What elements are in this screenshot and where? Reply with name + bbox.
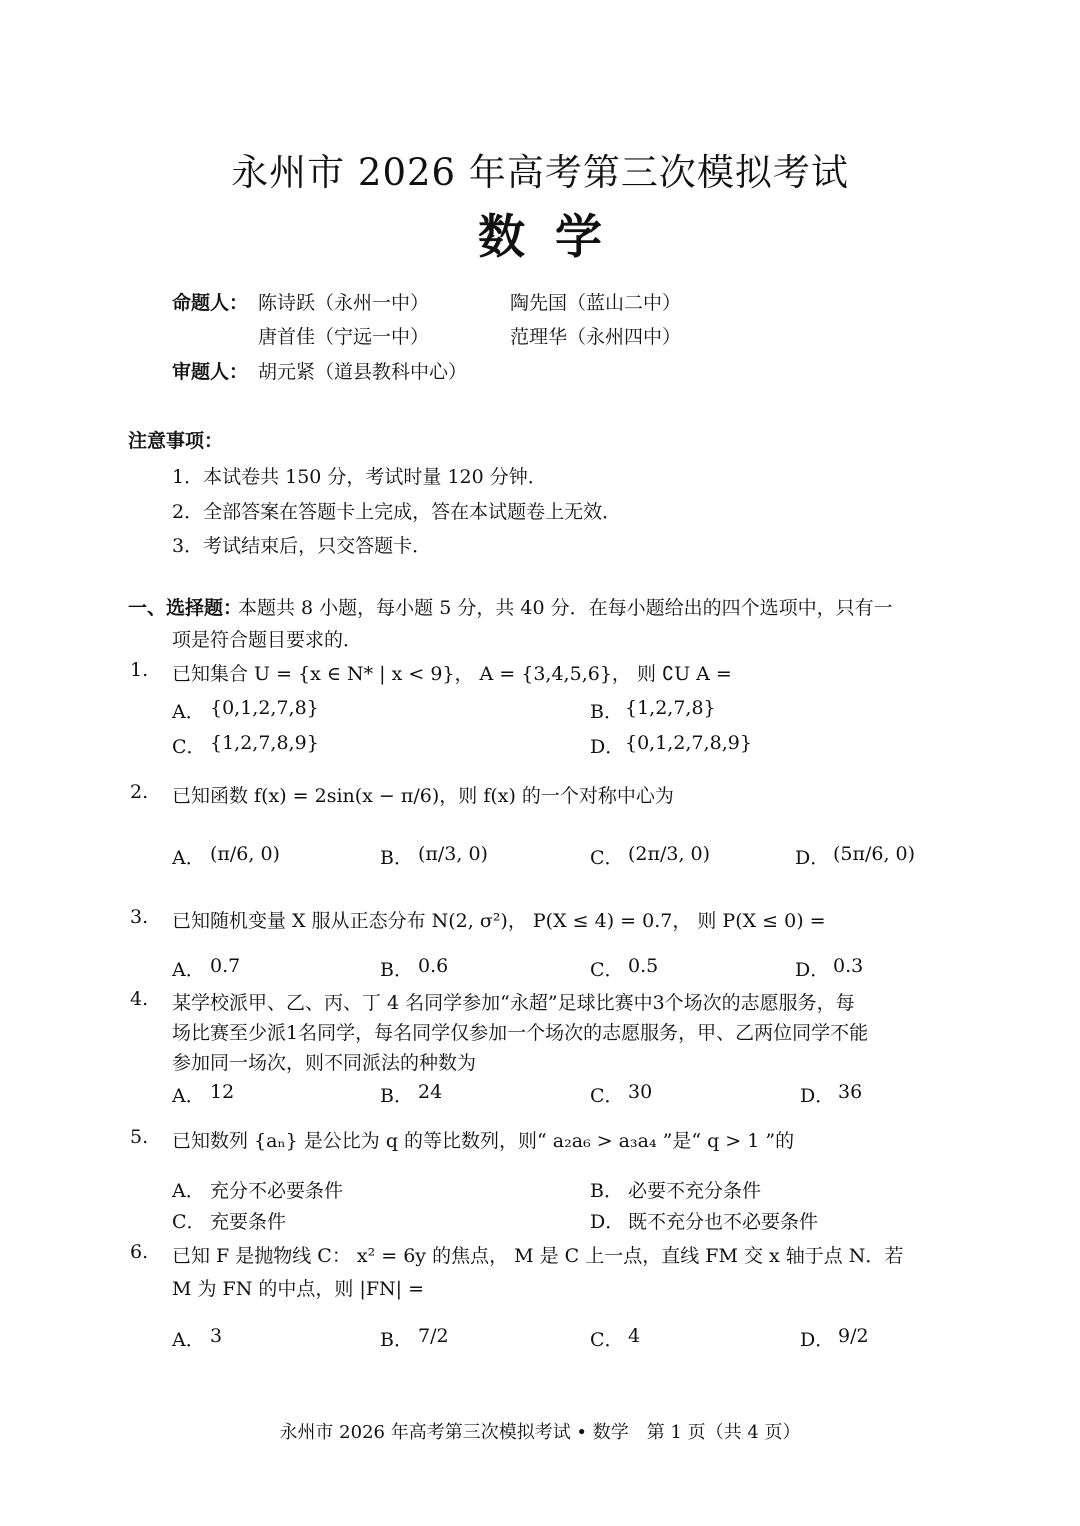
option-text: 0.3 — [833, 955, 864, 977]
option-text: 0.5 — [628, 955, 659, 977]
option-text: {0,1,2,7,8,9} — [625, 732, 752, 754]
option-label: B． — [380, 959, 413, 981]
option-text: 4 — [628, 1325, 641, 1347]
question-stem: 已知 F 是抛物线 C： x² = 6y 的焦点， M 是 C 上一点，直线 FM 交 x 轴于点 N．若 — [172, 1245, 904, 1267]
question-number: 4. — [130, 988, 149, 1010]
question-stem: 已知函数 f(x) = 2sin(x − π/6)，则 f(x) 的一个对称中心为 — [172, 785, 674, 807]
option-text: (π/6, 0) — [210, 843, 280, 865]
question-number: 1. — [130, 659, 149, 681]
option-text: (2π/3, 0) — [628, 843, 711, 865]
setter-1: 陈诗跃（永州一中） — [258, 292, 430, 314]
setter-2: 陶先国（蓝山二中） — [510, 292, 682, 314]
option-text: {0,1,2,7,8} — [210, 697, 319, 719]
option-label: C． — [172, 736, 206, 758]
setter-label: 命题人： — [172, 292, 249, 314]
option-text: 3 — [210, 1325, 223, 1347]
option-text: {1,2,7,8} — [625, 697, 716, 719]
section-heading-text: 本题共 8 小题，每小题 5 分，共 40 分．在每小题给出的四个选项中，只有一 — [238, 597, 893, 619]
exam-title: 永州市 2026 年高考第三次模拟考试 — [231, 151, 849, 194]
option-text: 必要不充分条件 — [628, 1180, 762, 1202]
option-label: A． — [172, 701, 205, 723]
question-stem: 场比赛至少派1名同学，每名同学仅参加一个场次的志愿服务，甲、乙两位同学不能 — [172, 1022, 869, 1044]
option-label: B． — [380, 1329, 413, 1351]
question-stem: 已知集合 U = {x ∈ N* | x < 9}， A = {3,4,5,6}， 则 ∁U A = — [172, 663, 732, 685]
option-label: A． — [172, 847, 205, 869]
question-number: 5. — [130, 1126, 149, 1148]
question-stem: M 为 FN 的中点，则 |FN| = — [172, 1278, 424, 1300]
option-label: A． — [172, 1180, 205, 1202]
option-text: 30 — [628, 1081, 653, 1103]
option-text: (5π/6, 0) — [833, 843, 916, 865]
question-number: 6. — [130, 1241, 149, 1263]
reviewer-label: 审题人： — [172, 361, 249, 383]
option-label: C． — [590, 959, 624, 981]
option-label: C． — [590, 847, 624, 869]
notice-title: 注意事项： — [128, 430, 224, 452]
question-number: 2. — [130, 781, 149, 803]
option-label: A． — [172, 959, 205, 981]
question-stem: 已知数列 {aₙ} 是公比为 q 的等比数列，则“ a₂a₆ > a₃a₄ ”是“ q > 1 ”的 — [172, 1130, 795, 1152]
option-label: B． — [590, 701, 623, 723]
option-label: D． — [800, 1329, 835, 1351]
option-label: C． — [590, 1085, 624, 1107]
subject-title: 数学 — [478, 210, 632, 265]
question-number: 3. — [130, 906, 149, 928]
option-label: B． — [380, 847, 413, 869]
option-text: 12 — [210, 1081, 235, 1103]
option-label: D． — [590, 1211, 625, 1233]
option-text: {1,2,7,8,9} — [210, 732, 319, 754]
option-text: 9/2 — [838, 1325, 869, 1347]
option-label: D． — [800, 1085, 835, 1107]
page-footer: 永州市 2026 年高考第三次模拟考试 • 数学 第 1 页（共 4 页） — [279, 1422, 801, 1443]
option-text: 0.6 — [418, 955, 449, 977]
option-label: B． — [380, 1085, 413, 1107]
option-label: C． — [590, 1329, 624, 1351]
setter-4: 范理华（永州四中） — [510, 326, 682, 348]
option-text: (π/3, 0) — [418, 843, 488, 865]
question-stem: 某学校派甲、乙、丙、丁 4 名同学参加“永超”足球比赛中3个场次的志愿服务，每 — [172, 992, 855, 1014]
question-stem: 参加同一场次，则不同派法的种数为 — [172, 1052, 477, 1074]
option-label: A． — [172, 1085, 205, 1107]
option-text: 0.7 — [210, 955, 241, 977]
option-label: A． — [172, 1329, 205, 1351]
option-text: 24 — [418, 1081, 443, 1103]
option-text: 充分不必要条件 — [210, 1180, 344, 1202]
option-label: D． — [795, 847, 830, 869]
notice-item: 1．本试卷共 150 分，考试时量 120 分钟． — [172, 466, 547, 488]
option-label: B． — [590, 1180, 623, 1202]
option-label: D． — [590, 736, 625, 758]
option-text: 既不充分也不必要条件 — [628, 1211, 819, 1233]
notice-item: 3．考试结束后，只交答题卡． — [172, 535, 432, 557]
setter-3: 唐首佳（宁远一中） — [258, 326, 430, 348]
option-text: 充要条件 — [210, 1211, 287, 1233]
option-label: D． — [795, 959, 830, 981]
section-heading-label: 一、选择题： — [128, 597, 243, 619]
option-text: 7/2 — [418, 1325, 449, 1347]
reviewer: 胡元紧（道县教科中心） — [258, 361, 468, 383]
option-text: 36 — [838, 1081, 863, 1103]
notice-item: 2．全部答案在答题卡上完成，答在本试题卷上无效． — [172, 501, 622, 523]
section-heading-cont: 项是符合题目要求的． — [172, 629, 363, 651]
option-label: C． — [172, 1211, 206, 1233]
question-stem: 已知随机变量 X 服从正态分布 N(2, σ²)， P(X ≤ 4) = 0.7， 则 P(X ≤ 0) = — [172, 910, 826, 932]
